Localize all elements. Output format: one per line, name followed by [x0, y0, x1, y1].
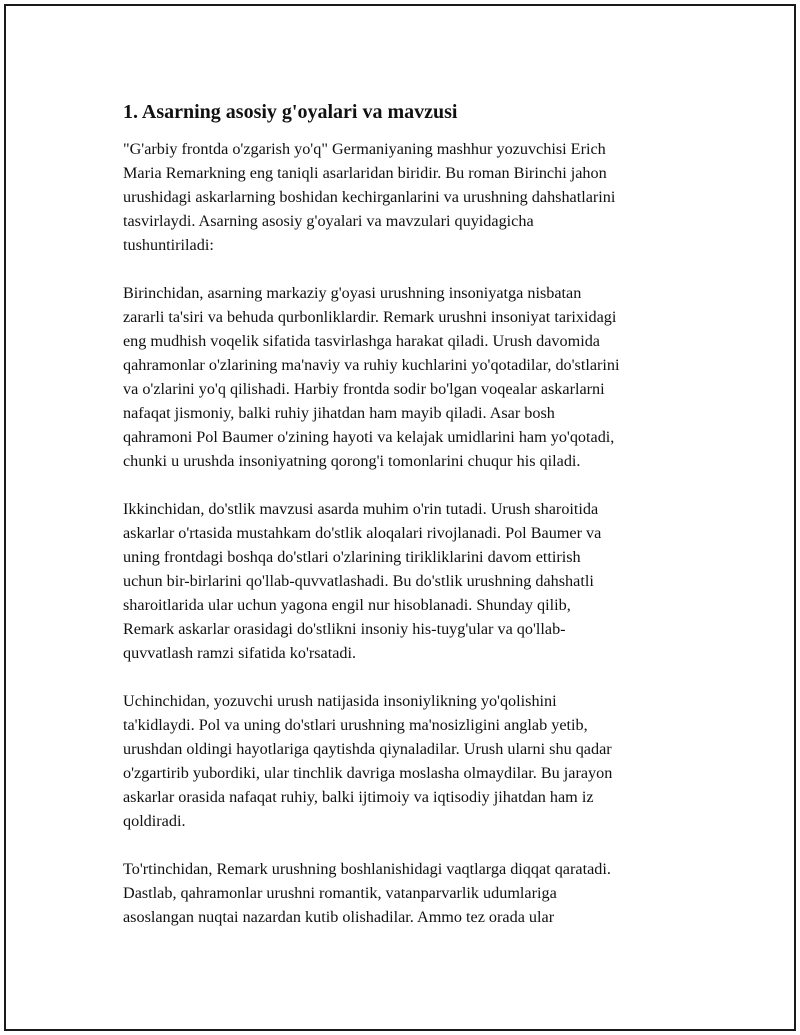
section-heading: 1. Asarning asosiy g'oyalari va mavzusi [123, 101, 458, 123]
text-line: Ikkinchidan, do'stlik mavzusi asarda muhim o'rin tutadi. Urush sharoitida [123, 500, 599, 518]
text-line: va o'zlarini yo'q qilishadi. Harbiy frontda sodir bo'lgan voqealar askarlarni [123, 380, 605, 398]
text-line: quvvatlash ramzi sifatida ko'rsatadi. [123, 644, 357, 662]
text-line: "G'arbiy frontda o'zgarish yo'q" Germaniyaning mashhur yozuvchisi Erich [123, 140, 606, 158]
text-line: uning frontdagi boshqa do'stlari o'zlarining tirikliklarini davom ettirish [123, 548, 581, 566]
paragraph-fourth-point [123, 857, 703, 929]
document-body [123, 98, 703, 953]
text-line: uchun bir-birlarini qo'llab-quvvatlashadi. Bu do'stlik urushning dahshatli [123, 572, 594, 590]
text-line: Maria Remarkning eng taniqli asarlaridan biridir. Bu roman Birinchi jahon [123, 164, 607, 182]
text-line: askarlar orasida nafaqat ruhiy, balki ijtimoiy va iqtisodiy jihatdan ham iz [123, 788, 594, 806]
paragraph-third-point [123, 689, 703, 833]
text-line: chunki u urushda insoniyatning qorong'i tomonlarini chuqur his qiladi. [123, 452, 581, 470]
text-line: zararli ta'siri va behuda qurbonliklardir. Remark urushni insoniyat tarixidagi [123, 308, 617, 326]
text-line: Dastlab, qahramonlar urushni romantik, vatanparvarlik udumlariga [123, 884, 557, 902]
text-line: urushdan oldingi hayotlariga qaytishda qiynaladilar. Urush ularni shu qadar [123, 740, 612, 758]
text-line: qahramoni Pol Baumer o'zining hayoti va kelajak umidlarini ham yo'qotadi, [123, 428, 615, 446]
paragraph-intro [123, 137, 703, 257]
text-line: Remark askarlar orasidagi do'stlikni insoniy his-tuyg'ular va qo'llab- [123, 620, 566, 638]
text-line: tasvirlaydi. Asarning asosiy g'oyalari va mavzulari quyidagicha [123, 212, 534, 230]
text-line: nafaqat jismoniy, balki ruhiy jihatdan ham mayib qiladi. Asar bosh [123, 404, 555, 422]
text-line: qoldiradi. [123, 812, 186, 830]
text-line: urushidagi askarlarning boshidan kechirganlarini va urushning dahshatlarini [123, 188, 616, 206]
text-line: o'zgartirib yubordiki, ular tinchlik davriga moslasha olmaydilar. Bu jarayon [123, 764, 613, 782]
paragraph-first-point [123, 281, 703, 473]
text-line: eng mudhish voqelik sifatida tasvirlashga harakat qiladi. Urush davomida [123, 332, 600, 350]
text-line: To'rtinchidan, Remark urushning boshlanishidagi vaqtlarga diqqat qaratadi. [123, 860, 611, 878]
text-line: ta'kidlaydi. Pol va uning do'stlari urushning ma'nosizligini anglab yetib, [123, 716, 588, 734]
text-line: askarlar o'rtasida mustahkam do'stlik aloqalari rivojlanadi. Pol Baumer va [123, 524, 602, 542]
text-line: asoslangan nuqtai nazardan kutib olishadilar. Ammo tez orada ular [123, 908, 555, 926]
paragraph-second-point [123, 497, 703, 665]
document-page [4, 4, 796, 1031]
text-line: sharoitlarida ular uchun yagona engil nur hisoblanadi. Shunday qilib, [123, 596, 571, 614]
text-line: Birinchidan, asarning markaziy g'oyasi urushning insoniyatga nisbatan [123, 284, 582, 302]
text-line: qahramonlar o'zlarining ma'naviy va ruhiy kuchlarini yo'qotadilar, do'stlarini [123, 356, 620, 374]
text-line: Uchinchidan, yozuvchi urush natijasida insoniylikning yo'qolishini [123, 692, 557, 710]
text-line: tushuntiriladi: [123, 236, 214, 254]
